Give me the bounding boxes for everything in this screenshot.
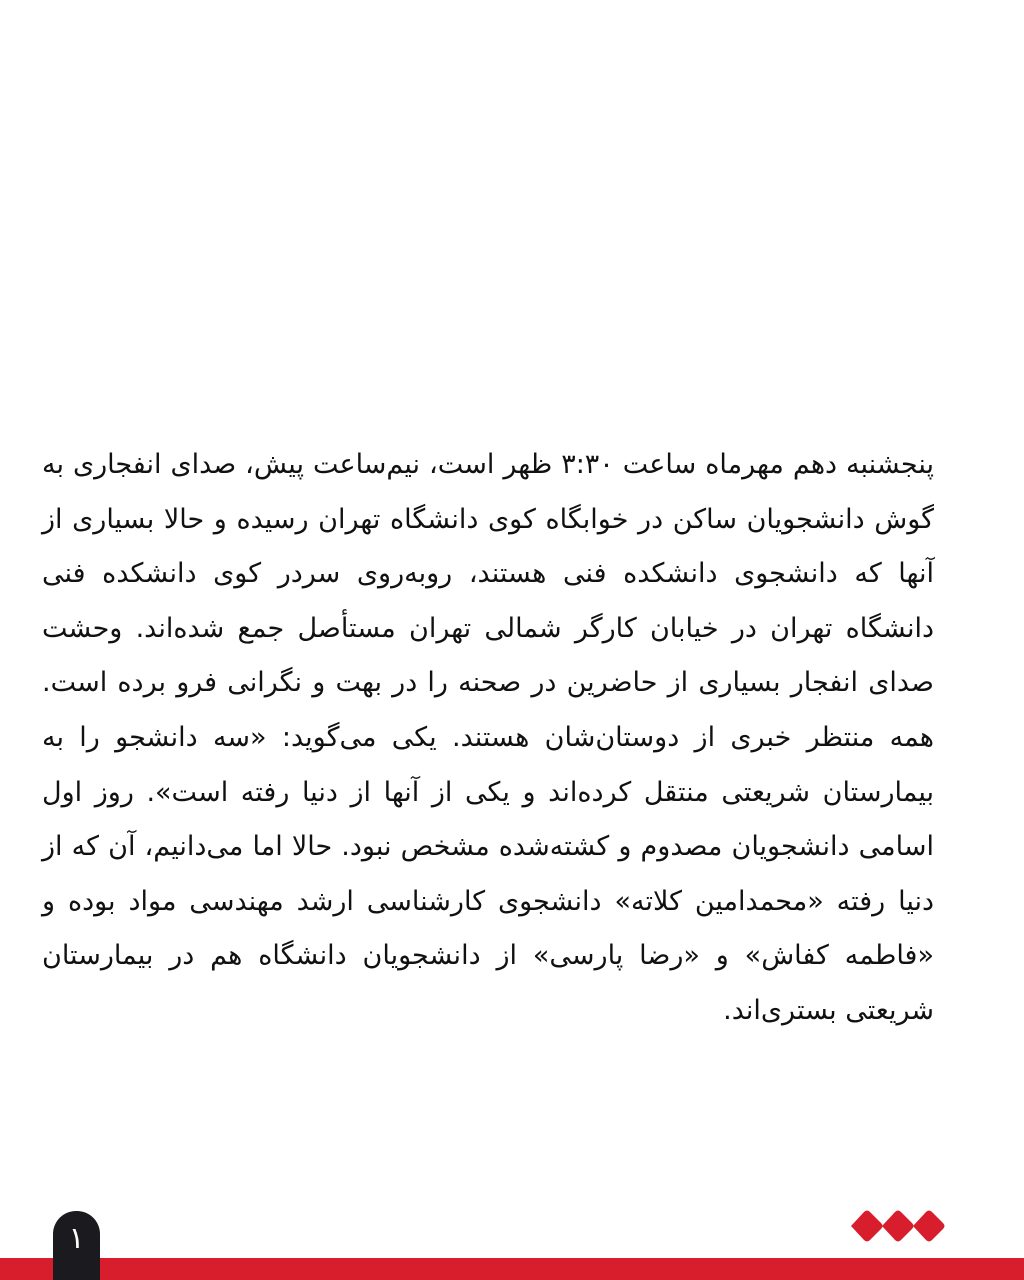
bottom-accent-bar	[0, 1258, 1024, 1280]
brand-logo-icon	[848, 1208, 948, 1244]
diamond-middle	[882, 1211, 914, 1242]
page-number: ۱	[68, 1221, 85, 1256]
diamond-right	[913, 1211, 945, 1242]
article-paragraph: پنجشنبه دهم مهرماه ساعت ۳:۳۰ ظهر است، نیم‌ساعت پیش، صدای انفجاری به گوش دانشجویان ساکن در خوابگاه کوی دانشگاه تهران رسیده و حالا بسیاری از آنها که دانشجوی دانشکده فنی هستند، روبه‌روی سردر کوی دانشکده فنی دانشگاه تهران در خیابان کارگر شمالی تهران مستأصل جمع شده‌اند. وحشت صدای انفجار بسیاری از حاضرین در صحنه را در بهت و نگرانی فرو برده است. همه منتظر خبری از دوستان‌شان هستند. یکی می‌گوید: «سه دانشجو را به بیمارستان شریعتی منتقل کرده‌اند و یکی از آنها از دنیا رفته است». روز اول اسامی دانشجویان مصدوم و کشته‌شده مشخص نبود. حالا اما می‌دانیم، آن که از دنیا رفته «محمدامین کلاته» دانشجوی کارشناسی ارشد مهندسی مواد بوده و «فاطمه کفاش» و «رضا پارسی» از دانشجویان دانشگاه هم در بیمارستان شریعتی بستری‌اند.	[42, 449, 935, 1026]
page-number-tab	[53, 1211, 100, 1280]
diamond-left	[851, 1211, 883, 1242]
